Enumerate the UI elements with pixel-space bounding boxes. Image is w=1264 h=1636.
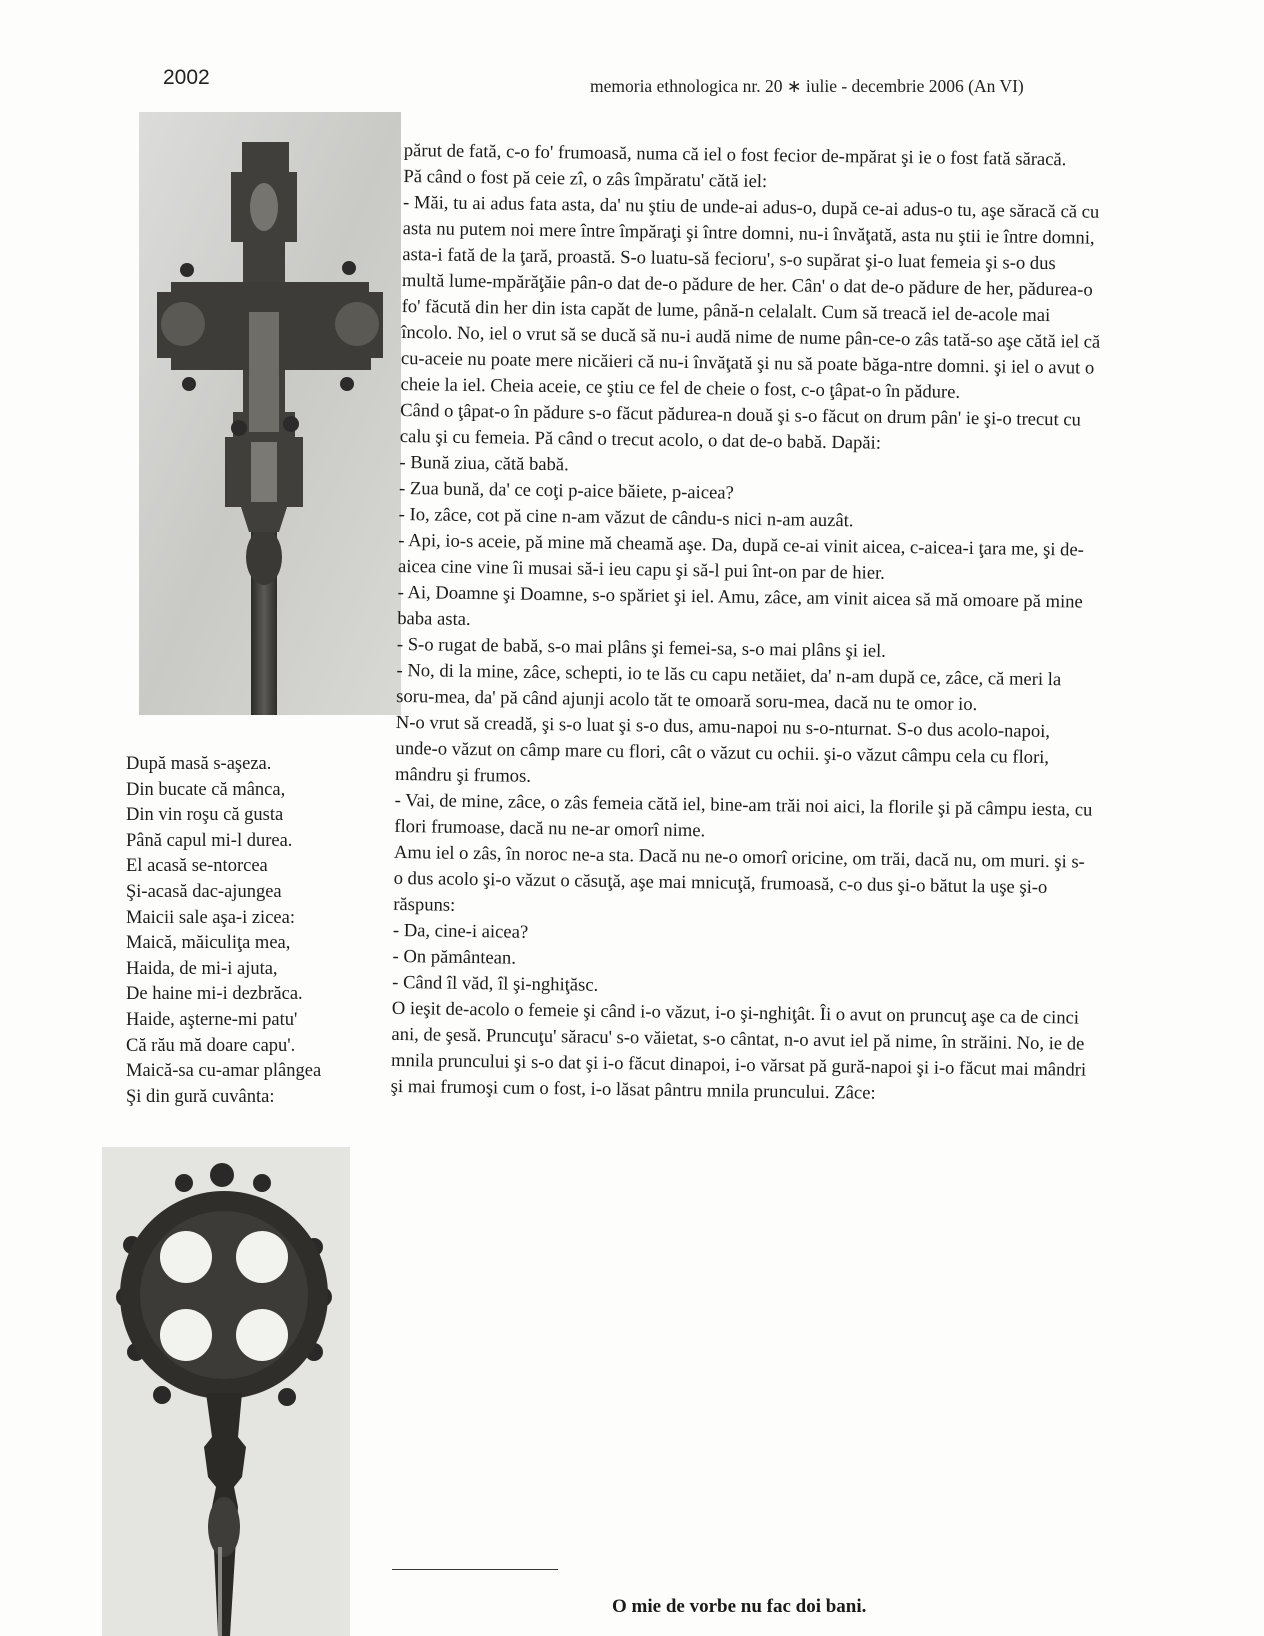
page-number: 2002 xyxy=(163,66,210,89)
story-paragraph: - Api, io-s aceie, pă mine mă cheamă aşe. Da, după ce-ai vinit aicea, c-aicea-i ţara me, şi de-aicea cine vine îi musai să-i ieu capu şi să-l pui înt-on par de hier. xyxy=(397,529,1085,584)
story-paragraph: O ieşit de-acolo o femeie şi când i-o văzut, i-o şi-nghiţât. Îi o avut on pruncuţ aşe ca de cinci ani, de şesă. Pruncuţu' săracu' s-o văietat, s-o cântat, n-o avut iel pă nime, în străini. No, ie de mnila pruncului şi s-o dat şi i-o făcut dinapoi, i-o vărsat pă gură-napoi şi i-o făcut mai mândri şi mai frumoşi cum o fost, i-o lăsat pântru mnila pruncului. Zâce: xyxy=(390,997,1087,1104)
story-paragraph: - Ai, Doamne şi Doamne, s-o spăriet şi iel. Amu, zâce, am vinit aicea să mă omoare pă mine baba asta. xyxy=(397,581,1083,630)
story-paragraph: - Când îl văd, îl şi-nghiţăsc. xyxy=(392,971,599,996)
ornament-photo xyxy=(102,1147,350,1636)
poem-line: Maică-sa cu-amar plângea xyxy=(126,1061,322,1082)
story-paragraph: Amu iel o zâs, în noroc ne-a sta. Dacă nu ne-o omorî oricine, om trăi, dacă nu, om muri. şi s-o dus acolo şi-o văzut o căsuţă, aşe mai mnicuţă, frumoasă, c-o dus şi-o bătut la uşe şi-o răspuns: xyxy=(393,841,1085,916)
poem-line: De haine mi-i dezbrăca. xyxy=(126,984,303,1005)
story-paragraph: N-o vrut să creadă, şi s-o luat şi s-o dus, amu-napoi nu s-o-nturnat. S-o dus acolo-napoi, unde-o văzut on câmp mare cu flori, cât o văzut cu ochii. şi-o văzut câmpu cela cu flori, mândru şi frumos. xyxy=(394,711,1051,787)
poem-line: Haide, aşterne-mi patu' xyxy=(126,1009,298,1030)
poem-stanza xyxy=(126,752,386,1110)
poem-line: Şi din gură cuvânta: xyxy=(126,1086,275,1107)
poem-line: Din vin roşu că gusta xyxy=(126,805,284,826)
poem-line: Din bucate că mânca, xyxy=(126,779,286,800)
poem-line: După masă s-aşeza. xyxy=(126,754,272,774)
story-paragraph: - Io, zâce, cot pă cine n-am văzut de cându-s nici n-am auzât. xyxy=(398,503,854,532)
poem-line: El acasă se-ntorcea xyxy=(126,856,268,877)
cross-photo xyxy=(139,112,401,715)
poem-line: Maicii sale aşa-i zicea: xyxy=(126,907,295,928)
poem-line: Haida, de mi-i ajuta, xyxy=(126,958,278,979)
story-paragraph: părut de fată, c-o fo' frumoasă, numa că iel o fost fecior de-mpărat şi ie o fost fată săracă. xyxy=(403,139,1067,171)
story-paragraph: Când o ţâpat-o în pădure s-o făcut pădurea-n două şi s-o făcut on drum pân' ie şi-o trecut cu calu şi cu femeia. Pă când o trecut acolo, o dat de-o babă. Dapăi: xyxy=(399,399,1082,454)
poem-line: Şi-acasă dac-ajungea xyxy=(126,881,282,902)
footer-proverb: O mie de vorbe nu fac doi bani. xyxy=(612,1596,867,1617)
footnote-divider xyxy=(392,1569,558,1570)
poem-line: Până capul mi-l durea. xyxy=(126,830,293,851)
story-paragraph: - S-o rugat de babă, s-o mai plâns şi femei-sa, s-o mai plâns şi iel. xyxy=(396,633,887,662)
poem-line: Maică, măiculiţa mea, xyxy=(126,933,291,954)
story-paragraph: - Zua bună, da' ce coţi p-aice băiete, p-aicea? xyxy=(398,477,734,504)
story-paragraph: - Da, cine-i aicea? xyxy=(392,919,529,943)
journal-header: memoria ethnologica nr. 20 ∗ iulie - decembrie 2006 (An VI) xyxy=(590,76,1024,96)
story-paragraph: - Bună ziua, cătă babă. xyxy=(399,451,569,476)
story-paragraph: - No, di la mine, zâce, schepti, io te lăs cu capu netăiet, da' n-am după ce, zâce, că meri la soru-mea, da' pă când ajunji acolo tăt te omoară soru-mea, dacă nu te omor io. xyxy=(396,659,1062,716)
story-paragraph: - Măi, tu ai adus fata asta, da' nu ştiu de unde-ai adus-o, după ce-ai adus-o tu, aşe săracă că cu asta nu putem noi mere între împăraţi şi între domni, nu-i învăţată, asta nu ştii ie între domni, asta-i fată de la ţară, proastă. S-o luatu-să fecioru', s-o supărat şi-o luat femeia şi s-o dus multă lume-mpărăţăie pân-o dat de-o pădure de her. Cân' o dat de-o pădure de her, pădurea-o fo' făcută din her din ista capăt de lume, până-n celalalt. Cum să treacă iel de-acole mai încolo. No, iel o vrut să se ducă să nu-i audă nime de nume pân-ce-o zâs tată-so aşe cătă iel că cu-aceie nu poate mere nicăieri că nu-i învăţată şi nu să poate băga-ntre domni. şi iel o avut o cheie la iel. Cheia aceie, ce ştiu ce fel de cheie o fost, c-o ţâpat-o în pădure. xyxy=(400,191,1101,403)
story-paragraph: - Vai, de mine, zâce, o zâs femeia cătă iel, bine-am trăi noi aici, la florile şi pă câmpu iesta, cu flori frumoase, dacă nu ne-ar omorî nime. xyxy=(394,789,1093,842)
story-paragraph: Pă când o fost pă ceie zî, o zâs împăratu' cătă iel: xyxy=(403,165,768,193)
poem-line: Că rău mă doare capu'. xyxy=(126,1035,296,1056)
story-text xyxy=(391,138,1104,1110)
story-paragraph: - On pământean. xyxy=(392,945,517,969)
